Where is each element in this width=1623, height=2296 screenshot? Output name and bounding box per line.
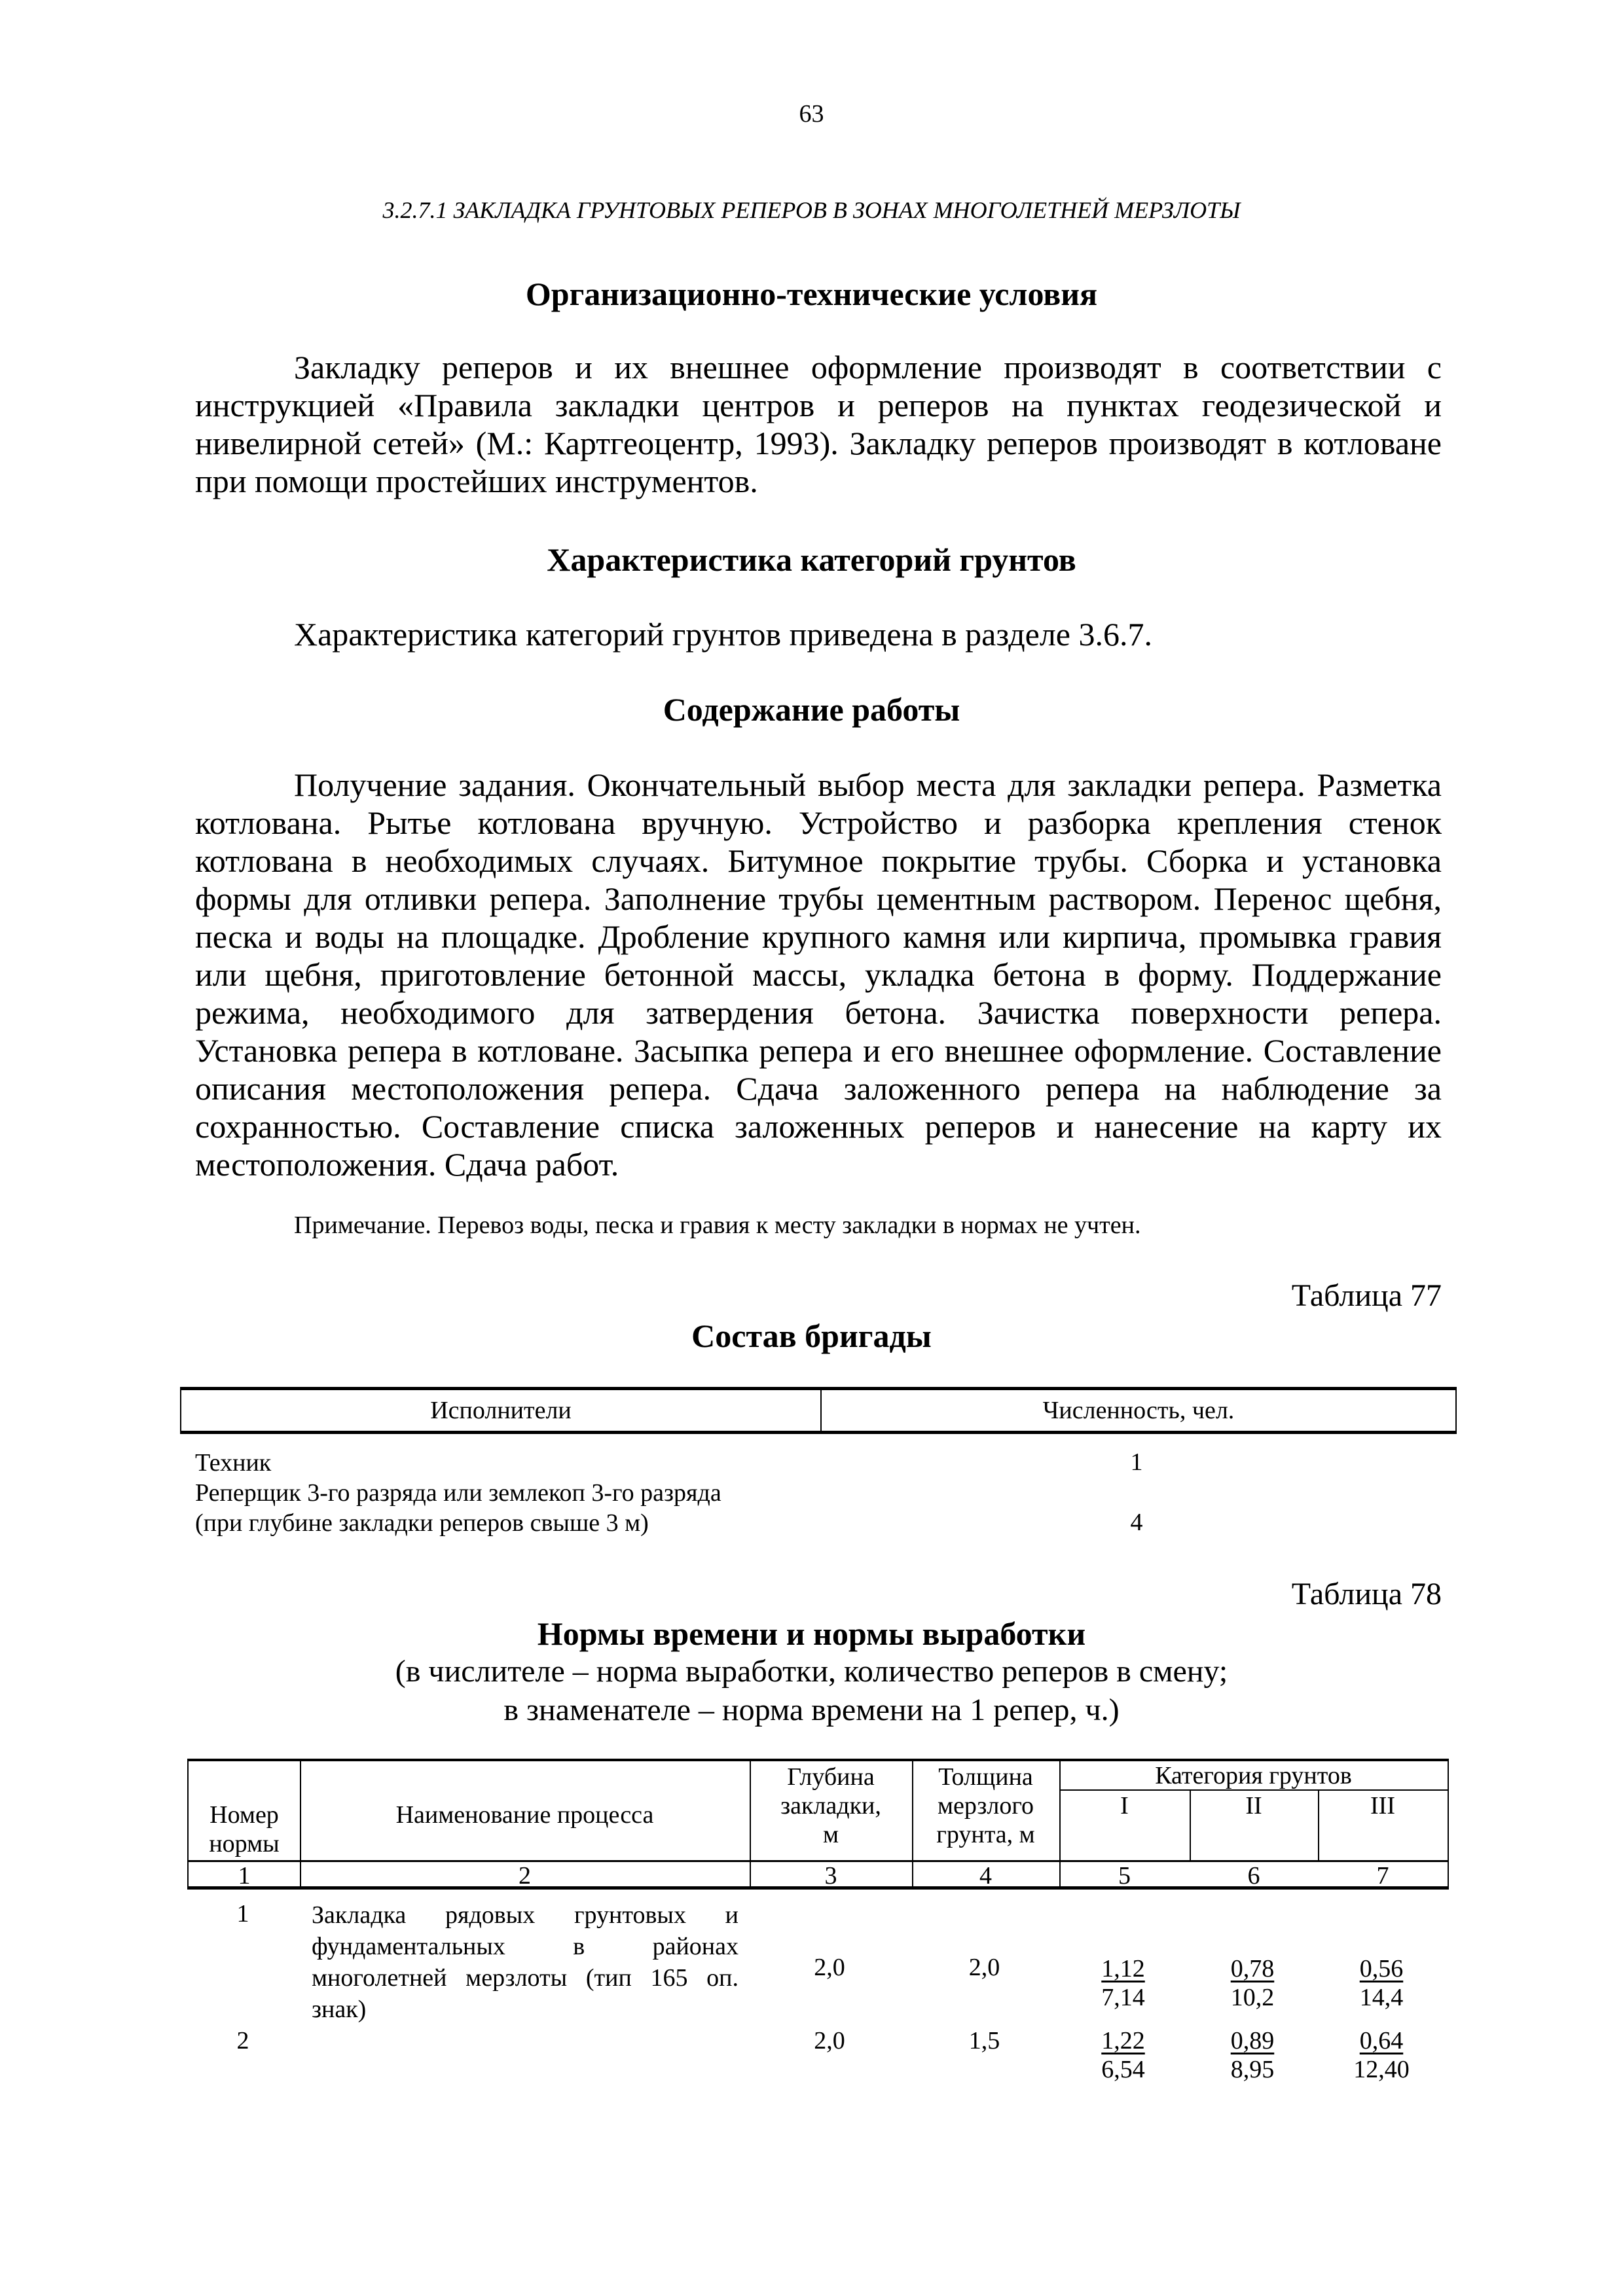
text-line: нивелирной сетей» (М.: Картгеоцентр, 1993). Закладку реперов производят в котловане xyxy=(195,425,1442,461)
table77-names xyxy=(195,1448,721,1538)
process-name: Закладка рядовых грунтовых и фундаментальных в районах многолетней мерзлоты (тип 165 оп. знак) xyxy=(312,1901,739,2023)
norm-value-cat1: 1,12 7,14 xyxy=(1101,1955,1145,2011)
section-title: 3.2.7.1 ЗАКЛАДКА ГРУНТОВЫХ РЕПЕРОВ В ЗОНАХ МНОГОЛЕТНЕЙ МЕРЗЛОТЫ xyxy=(382,197,1241,223)
header-norm-number: Номер нормы xyxy=(209,1801,280,1857)
text-line: Установка репера в котловане. Засыпка репера и его внешнее оформление. Составление xyxy=(195,1032,1442,1069)
text-line: Характеристика категорий грунтов приведена в разделе 3.6.7. xyxy=(294,616,1152,653)
paragraph-org xyxy=(195,348,1442,500)
col-number: 5 xyxy=(1118,1862,1131,1890)
note: Примечание. Перевоз воды, песка и гравия к месту закладки в нормах не учтен. xyxy=(294,1211,1141,1239)
table77-label: Таблица 77 xyxy=(1291,1278,1442,1313)
header-cat-1: I xyxy=(1120,1792,1129,1820)
text-line: котлована. Рытье котлована вручную. Устройство и разборка крепления стенок xyxy=(195,804,1442,841)
col-number: 2 xyxy=(519,1862,531,1890)
col-number: 6 xyxy=(1247,1862,1260,1890)
text-line: описания местоположения репера. Сдача заложенного репера на наблюдение за xyxy=(195,1070,1442,1107)
text-line: инструкцией «Правила закладки центров и реперов на пунктах геодезической и xyxy=(195,387,1442,423)
performer-name: Реперщик 3-го разряда или землекоп 3-го разряда xyxy=(195,1479,721,1507)
table78-header xyxy=(187,1759,1449,1890)
heading-org-conditions: Организационно-технические условия xyxy=(525,276,1098,312)
header-soil-category: Категория грунтов xyxy=(1155,1762,1352,1789)
norm-value-cat2: 0,89 8,95 xyxy=(1230,2027,1275,2083)
page-number: 63 xyxy=(799,100,824,128)
table77-header xyxy=(180,1387,1457,1434)
text-line: при помощи простейших инструментов. xyxy=(195,463,758,499)
text-line: формы для отливки репера. Заполнение трубы цементным раствором. Перенос щебня, xyxy=(195,880,1442,917)
col-number: 3 xyxy=(824,1862,837,1890)
depth-value: 2,0 xyxy=(814,2027,845,2054)
header-performers: Исполнители xyxy=(181,1390,822,1431)
norm-value-cat3: 0,56 14,4 xyxy=(1359,1955,1404,2011)
col-number: 1 xyxy=(238,1862,251,1890)
table78-body xyxy=(187,1898,1449,2094)
paragraph-soil xyxy=(195,615,1442,653)
performer-count: 4 xyxy=(1130,1509,1143,1536)
text-line: режима, необходимого для затвердения бетона. Зачистка поверхности репера. xyxy=(195,994,1442,1031)
text-line: песка и воды на площадке. Дробление крупного камня или кирпича, промывка гравия xyxy=(195,918,1442,955)
performer-count: 1 xyxy=(1130,1448,1143,1476)
norm-value-cat3: 0,64 12,40 xyxy=(1353,2027,1410,2083)
norm-number: 1 xyxy=(236,1900,249,1928)
header-depth: Глубина закладки, м xyxy=(780,1763,881,1848)
col-number: 7 xyxy=(1376,1862,1389,1890)
performer-name: (при глубине закладки реперов свыше 3 м) xyxy=(195,1509,649,1537)
heading-soil-categories: Характеристика категорий грунтов xyxy=(547,541,1076,578)
text-line: котлована в необходимых случаях. Битумное покрытие трубы. Сборка и установка xyxy=(195,842,1442,879)
norm-number: 2 xyxy=(236,2027,249,2054)
thickness-value: 2,0 xyxy=(968,1954,1000,1981)
norm-value-cat2: 0,78 10,2 xyxy=(1230,1955,1275,2011)
norm-value-cat1: 1,22 6,54 xyxy=(1101,2027,1145,2083)
table78-subtitle: в знаменателе – норма времени на 1 репер, ч.) xyxy=(503,1693,1120,1727)
header-cat-2: II xyxy=(1245,1792,1262,1820)
table78-subtitle: (в числителе – норма выработки, количество реперов в смену; xyxy=(395,1654,1228,1689)
text-line: местоположения. Сдача работ. xyxy=(195,1146,619,1183)
table77-title: Состав бригады xyxy=(691,1318,932,1354)
paragraph-work-content xyxy=(195,766,1442,1183)
table78-title: Нормы времени и нормы выработки xyxy=(537,1615,1086,1652)
heading-work-content: Содержание работы xyxy=(663,691,960,728)
header-process-name: Наименование процесса xyxy=(395,1801,654,1829)
text-line: Закладку реперов и их внешнее оформление производят в соответствии с xyxy=(294,349,1442,386)
header-cat-3: III xyxy=(1370,1792,1395,1820)
thickness-value: 1,5 xyxy=(968,2027,1000,2054)
col-number: 4 xyxy=(979,1862,992,1890)
table78-label: Таблица 78 xyxy=(1291,1577,1442,1611)
header-frozen-thickness: Толщина мерзлого грунта, м xyxy=(936,1763,1035,1848)
depth-value: 2,0 xyxy=(814,1954,845,1981)
header-count: Численность, чел. xyxy=(1042,1397,1235,1424)
text-line: или щебня, приготовление бетонной массы, укладка бетона в форму. Поддержание xyxy=(195,956,1442,993)
performer-name: Техник xyxy=(195,1449,272,1477)
text-line: сохранностью. Составление списка заложенных реперов и нанесение на карту их xyxy=(195,1108,1442,1145)
text-line: Получение задания. Окончательный выбор места для закладки репера. Разметка xyxy=(294,766,1442,803)
